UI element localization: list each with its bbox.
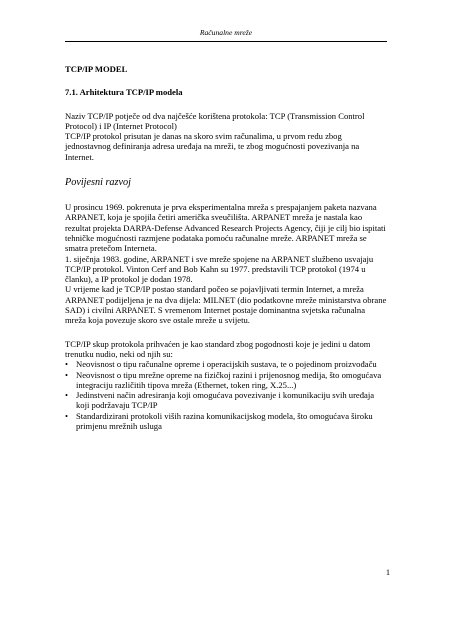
list-item-text: Standardizirani protokoli viših razina komunikacijskog modela, što omogućava široku primjenu mrežnih usluga <box>76 410 373 432</box>
history-heading: Povijesni razvoj <box>65 177 131 189</box>
bullet-glyph: • <box>65 410 69 421</box>
list-item-text: Neovisnost o tipu računalne opreme i operacijskih sustava, te o pojedinom proizvođaču <box>76 359 377 370</box>
list-item-text: Neovisnost o tipu mrežne opreme na fizičkoj razini i prijenosnog medija, što omogućava integraciju različitih tipova mreža (Ethernet, token ring, X.25...) <box>76 369 382 390</box>
bullet-glyph: • <box>65 369 69 380</box>
list-item <box>65 359 387 369</box>
list-item <box>65 370 387 391</box>
section-title: 7.1. Arhitektura TCP/IP modela <box>65 87 183 98</box>
adoption-paragraph: TCP/IP skup protokola prihvaćen je kao standard zbog pogodnosti koje je jedini u datom trenutku nudio, neki od njih su: <box>65 338 371 359</box>
intro-paragraph-2: TCP/IP protokol prisutan je danas na skoro svim računalima, u prvom redu zbog jednostavnog definiranja adresa uređaja na mreži, te zbog mogućnosti povezivanja na Internet. <box>65 131 360 162</box>
page-content <box>65 64 387 431</box>
intro-paragraph: Naziv TCP/IP potječe od dva najčešće korištena protokola: TCP (Transmission Control Protocol) i IP (Internet Protocol) <box>65 110 365 131</box>
history-paragraph-1: U prosincu 1969. pokrenuta je prva eksperimentalna mreža s prespajanjem paketa nazvana ARPANET, koja je spojila četiri američka sveučilišta. ARPANET mreža je nastala kao rezultat projekta DARPA-Defense Advanced Research Projects Agency, čiji je cilj bio ispitati tehničke mogućnosti razmjene podataka pomoću računalne mreže. ARPANET mreža se smatra pretečom Interneta. <box>65 202 386 254</box>
running-header: Računalne mreže <box>199 28 253 37</box>
list-item-text: Jedinstveni način adresiranja koji omogućava povezivanje i komunikaciju svih uređaja koji podržavaju TCP/IP <box>76 390 375 411</box>
header-rule <box>65 41 387 42</box>
page-number: 1 <box>385 568 390 577</box>
list-item <box>65 390 387 411</box>
bullet-glyph: • <box>65 359 69 370</box>
chapter-title: TCP/IP MODEL <box>65 64 128 74</box>
bullet-glyph: • <box>65 390 69 401</box>
advantages-list <box>65 359 387 431</box>
history-paragraph-2: 1. siječnja 1983. godine, ARPANET i sve mreže spojene na ARPANET službeno usvajaju TCP/IP protokol. Vinton Cerf and Bob Kahn su 1977. predstavili TCP protokol (1974 u članku), a IP protokol je dodan 1978. <box>65 253 374 285</box>
list-item <box>65 411 387 432</box>
history-paragraph-3: U vrijeme kad je TCP/IP postao standard počeo se pojavljivati termin Internet, a mreža ARPANET podijeljena je na dva dijela: MILNET (dio podatkovne mreže ministarstva obrane SAD) i civilni ARPANET. S vremenom Internet postaje dominantna svjetska računalna mreža koja povezuje skoro sve ostale mreže u svijetu. <box>65 284 387 326</box>
